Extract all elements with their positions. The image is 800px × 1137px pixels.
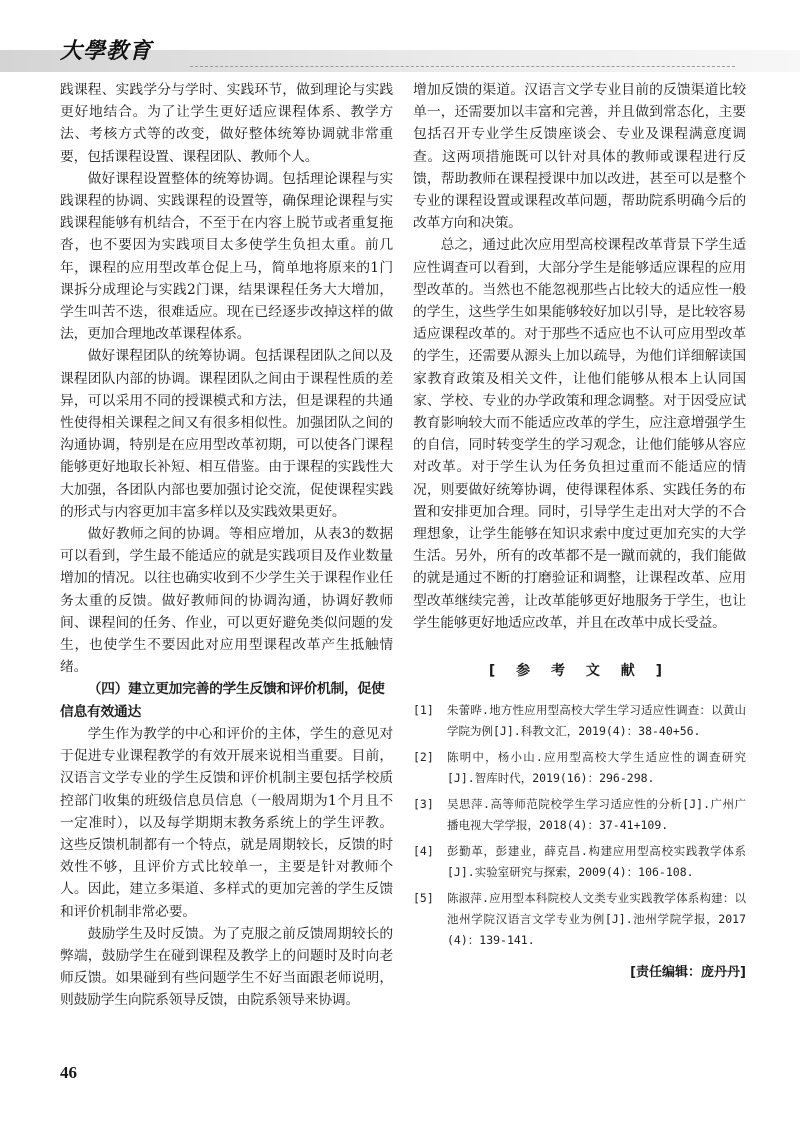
reference-item	[413, 700, 746, 742]
paragraph: 做好教师之间的协调。等相应增加，从表3的数据可以看到，学生最不能适应的就是实践项目及作业数量增加的情况。以往也确实收到不少学生关于课程作业任务太重的反馈。做好教师间的协调沟通，协调好教师间、课程间的任务、作业，可以更好避免类似问题的发生，也使学生不要因此对应用型课程改革产生抵触情绪。	[60, 526, 393, 676]
reference-number: [4]	[413, 844, 434, 859]
section-subheading: （四）建立更加完善的学生反馈和评价机制，促使信息有效通达	[60, 681, 385, 720]
header-divider	[190, 66, 735, 67]
reference-list	[413, 700, 746, 951]
reference-text: 陈淑萍.应用型本科院校人文类专业实践教学体系构建：以池州学院汉语言文学专业为例[J].池州学院学报，2017(4)：139-141.	[447, 891, 746, 948]
reference-item	[413, 841, 746, 883]
page-number: 46	[60, 1063, 77, 1082]
references-heading: [ 参 考 文 献 ]	[488, 663, 671, 680]
reference-text: 彭勤革，彭建业，薛克昌.构建应用型高校实践教学体系[J].实验室研究与探索，2009(4)：106-108.	[447, 844, 746, 880]
paragraph: 总之，通过此次应用型高校课程改革背景下学生适应性调查可以看到，大部分学生是能够适应课程的应用型改革的。当然也不能忽视那些占比较大的适应性一般的学生，这些学生如果能够较好加以引导，是比较容易适应课程改革的。对于那些不适应也不认可应用型改革的学生，还需要从源头上加以疏导，为他们详细解读国家教育政策及相关文件，让他们能够从根本上认同国家、学校、专业的办学政策和理念调整。对于因受应试教育影响较大而不能适应改革的学生，应注意增强学生的自信，同时转变学生的学习观念，让他们能够从容应对改革。对于学生认为任务负担过重而不能适应的情况，则要做好统筹协调，使得课程体系、实践任务的布置和安排更加合理。同时，引导学生走出对大学的不合理想象，让学生能够在知识求索中度过更加充实的大学生活。另外，所有的改革都不是一蹴而就的，我们能做的就是通过不断的打磨验证和调整，让课程改革、应用型改革继续完善，让改革能够更好地服务于学生，也让学生能够更好地适应改革，并且在改革中成长受益。	[413, 237, 746, 631]
reference-number: [3]	[413, 797, 434, 812]
paragraph: 学生作为教学的中心和评价的主体，学生的意见对于促进专业课程教学的有效开展来说相当重要。目前，汉语言文学专业的学生反馈和评价机制主要包括学校质控部门收集的班级信息员信息（一般周期为1个月且不一定准时），以及每学期期末教务系统上的学生评教。这些反馈机制都有一个特点，就是周期较长，反馈的时效性不够，且评价方式比较单一，主要是针对教师个人。因此，建立多渠道、多样式的更加完善的学生反馈和评价机制非常必要。	[60, 725, 393, 920]
paragraph: 做好课程团队的统筹协调。包括课程团队之间以及课程团队内部的协调。课程团队之间由于课程性质的差异，可以采用不同的授课模式和方法，但是课程的共通性使得相关课程之间又有很多相似性。加强团队之间的沟通协调，特别是在应用型改革初期，可以使各门课程能够更好地取长补短、相互借鉴。由于课程的实践性大大加强，各团队内部也要加强讨论交流，促使课程实践的形式与内容更加丰富多样以及实践效果更好。	[60, 348, 393, 520]
reference-number: [5]	[413, 891, 434, 906]
reference-text: 吴思萍.高等师范院校学生学习适应性的分析[J].广州广播电视大学学报，2018(4)：37-41+109.	[447, 797, 746, 833]
paragraph: 做好课程设置整体的统筹协调。包括理论课程与实践课程的协调、实践课程的设置等，确保理论课程与实践课程能够有机结合，不至于在内容上脱节或者重复拖沓，也不要因为实践项目太多使学生负担太重。前几年，课程的应用型改革仓促上马，简单地将原来的1门课拆分成理论与实践2门课，结果课程任务大大增加，学生叫苦不迭，很难适应。现在已经逐步改掉这样的做法，更加合理地改革课程体系。	[60, 170, 393, 343]
paragraph: 践课程、实践学分与学时、实践环节，做到理论与实践更好地结合。为了让学生更好适应课程体系、教学方法、考核方式等的改变，做好整体统筹协调就非常重要，包括课程设置、课程团队、教师个人。	[60, 82, 393, 165]
left-column	[60, 79, 393, 1012]
reference-item	[413, 747, 746, 789]
reference-number: [1]	[413, 703, 434, 718]
reference-item	[413, 888, 746, 951]
reference-number: [2]	[413, 750, 434, 765]
paragraph: 增加反馈的渠道。汉语言文学专业目前的反馈渠道比较单一，还需要加以丰富和完善，并且做到常态化，主要包括召开专业学生反馈座谈会、专业及课程满意度调查。这两项措施既可以针对具体的教师或课程进行反馈，帮助教师在课程授课中加以改进，甚至可以是整个专业的课程设置或课程改革问题，帮助院系明确今后的改革方向和决策。	[413, 82, 746, 232]
journal-title: 大學教育	[60, 38, 153, 64]
reference-text: 陈明中，杨小山.应用型高校大学生适应性的调查研究[J].智库时代，2019(16)：296-298.	[447, 750, 746, 786]
responsible-editor: [责任编辑：庞丹丹]	[630, 965, 746, 981]
reference-text: 朱蕾晔.地方性应用型高校大学生学习适应性调查：以黄山学院为例[J].科教文汇，2019(4)：38-40+56.	[447, 703, 746, 739]
paragraph: 鼓励学生及时反馈。为了克服之前反馈周期较长的弊端，鼓励学生在碰到课程及教学上的问题时及时向老师反馈。如果碰到有些问题学生不好当面跟老师说明，则鼓励学生向院系领导反馈，由院系领导来协调。	[60, 925, 393, 1009]
reference-item	[413, 794, 746, 836]
right-column	[413, 79, 746, 980]
